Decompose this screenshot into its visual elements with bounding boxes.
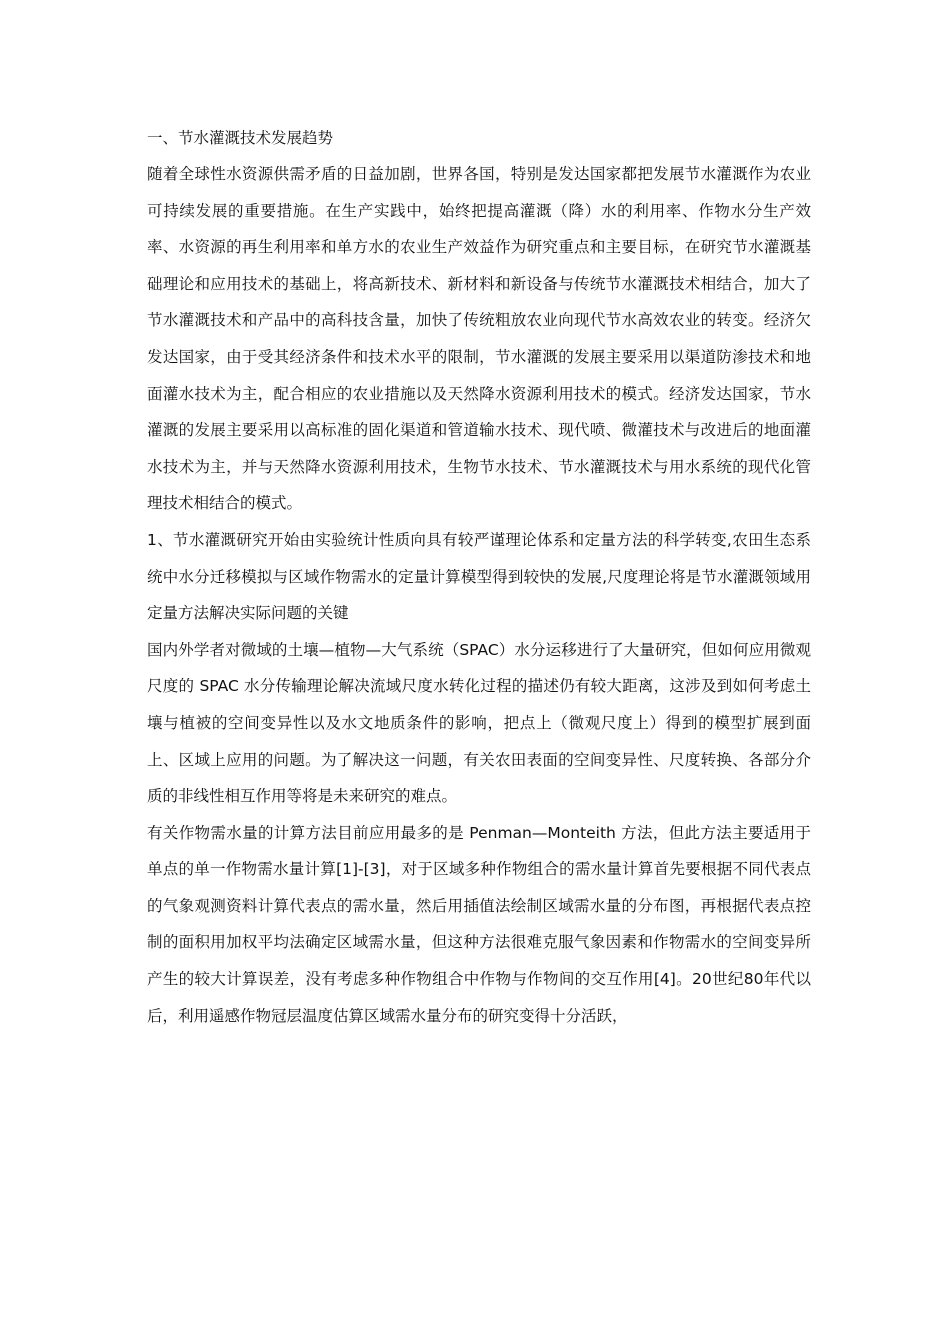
paragraph-spac: 国内外学者对微域的土壤—植物—大气系统（SPAC）水分运移进行了大量研究，但如何应用微观尺度的 SPAC 水分传输理论解决流域尺度水转化过程的描述仍有较大距离，这涉及到如何考虑土壤与植被的空间变异性以及水文地质条件的影响，把点上（微观尺度上）得到的模型扩展到面上、区域上应用的问题。为了解决这一问题，有关农田表面的空间变异性、尺度转换、各部分介质的非线性相互作用等将是未来研究的难点。 <box>147 640 811 806</box>
paragraph-crop-water: 有关作物需水量的计算方法目前应用最多的是 Penman—Monteith 方法，但此方法主要适用于单点的单一作物需水量计算[1]-[3]，对于区域多种作物组合的需水量计算首先要根据不同代表点的气象观测资料计算代表点的需水量，然后用插值法绘制区域需水量的分布图，再根据代表点控制的面积用加权平均法确定区域需水量，但这种方法很难克服气象因素和作物需水的空间变异所产生的较大计算误差，没有考虑多种作物组合中作物与作物间的交互作用[4]。20世纪80年代以后，利用遥感作物冠层温度估算区域需水量分布的研究变得十分活跃， <box>147 823 811 1025</box>
document-body <box>147 120 811 1034</box>
paragraph-point-1: 1、节水灌溉研究开始由实验统计性质向具有较严谨理论体系和定量方法的科学转变,农田生态系统中水分迁移模拟与区域作物需水的定量计算模型得到较快的发展,尺度理论将是节水灌溉领域用定量方法解决实际问题的关键 <box>147 530 811 623</box>
section-heading: 一、节水灌溉技术发展趋势 <box>147 129 334 147</box>
paragraph-overview: 随着全球性水资源供需矛盾的日益加剧，世界各国，特别是发达国家都把发展节水灌溉作为农业可持续发展的重要措施。在生产实践中，始终把提高灌溉（降）水的利用率、作物水分生产效率、水资源的再生利用率和单方水的农业生产效益作为研究重点和主要目标，在研究节水灌溉基础理论和应用技术的基础上，将高新技术、新材料和新设备与传统节水灌溉技术相结合，加大了节水灌溉技术和产品中的高科技含量，加快了传统粗放农业向现代节水高效农业的转变。经济欠发达国家，由于受其经济条件和技术水平的限制，节水灌溉的发展主要采用以渠道防渗技术和地面灌水技术为主，配合相应的农业措施以及天然降水资源利用技术的模式。经济发达国家，节水灌溉的发展主要采用以高标准的固化渠道和管道输水技术、现代喷、微灌技术与改进后的地面灌水技术为主，并与天然降水资源利用技术，生物节水技术、节水灌溉技术与用水系统的现代化管理技术相结合的模式。 <box>147 165 811 513</box>
